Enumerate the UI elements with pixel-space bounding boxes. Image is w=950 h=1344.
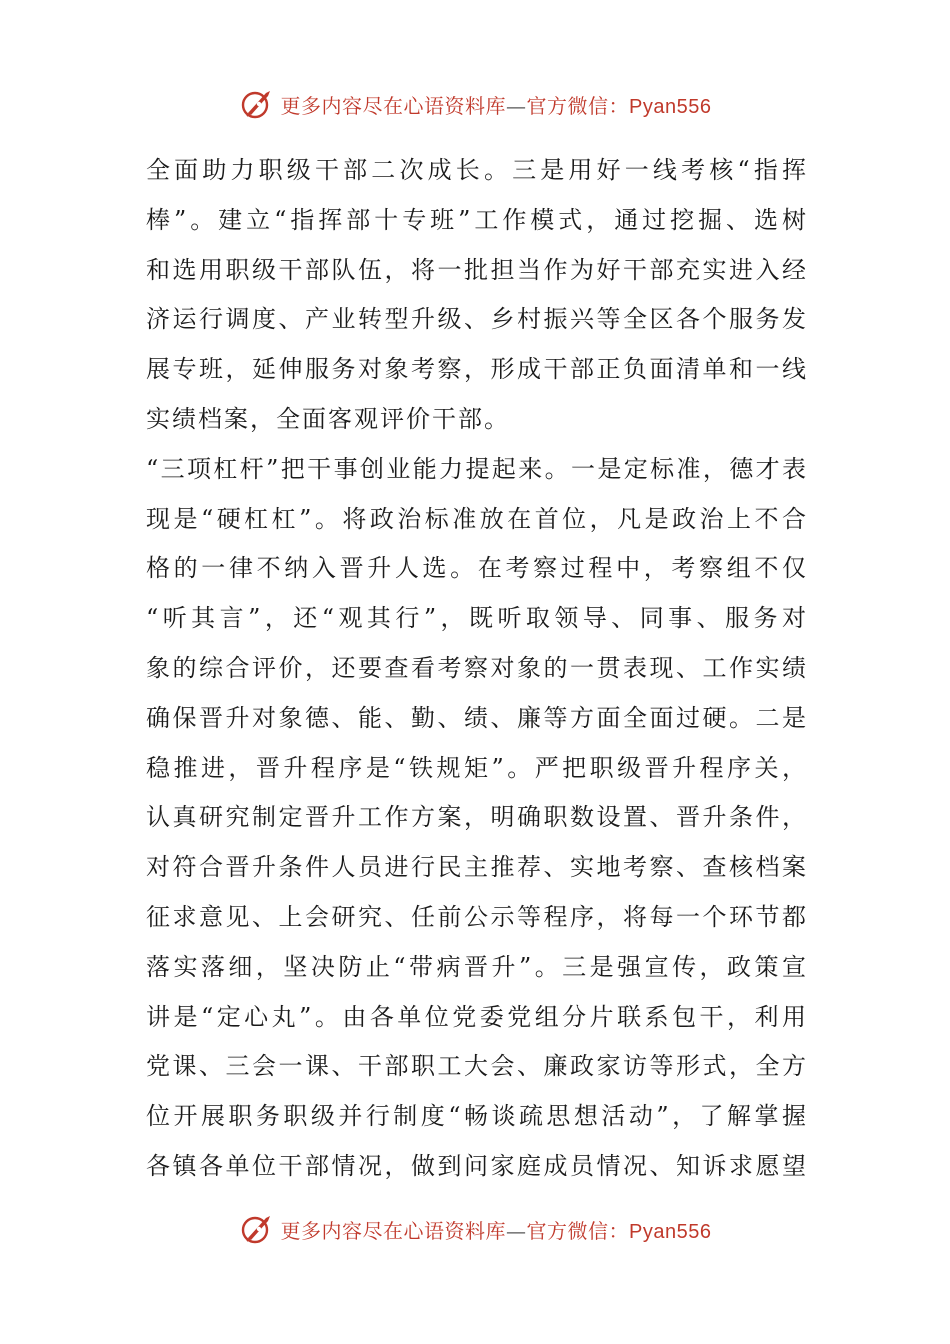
body-line: 展专班，延伸服务对象考察，形成干部正负面清单和一线 — [146, 355, 806, 384]
body-line: 稳推进，晋升程序是“铁规矩”。严把职级晋升程序关， — [146, 753, 806, 782]
watermark-separator: — — [506, 93, 527, 118]
watermark-separator: — — [506, 1218, 527, 1243]
body-line: 认真研究制定晋升工作方案，明确职数设置、晋升条件， — [146, 803, 806, 832]
watermark-id: Pyan556 — [629, 95, 712, 118]
body-line: 济运行调度、产业转型升级、乡村振兴等全区各个服务发 — [146, 305, 806, 334]
watermark-text — [281, 1215, 712, 1244]
document-body — [146, 146, 806, 1192]
body-line: 实绩档案，全面客观评价干部。 — [146, 404, 510, 433]
body-line: 格的一律不纳入晋升人选。在考察过程中，考察组不仅 — [146, 554, 806, 583]
body-line: 党课、三会一课、干部职工大会、廉政家访等形式，全方 — [146, 1052, 806, 1081]
body-line: 征求意见、上会研究、任前公示等程序，将每一个环节都 — [146, 902, 806, 931]
body-line: 讲是“定心丸”。由各单位党委党组分片联系包干，利用 — [146, 1002, 806, 1031]
body-line: “听其言”，还“观其行”，既听取领导、同事、服务对 — [146, 604, 806, 633]
quill-pen-icon — [239, 86, 275, 122]
header-watermark — [0, 84, 950, 124]
footer-watermark — [0, 1209, 950, 1249]
body-line: 确保晋升对象德、能、勤、绩、廉等方面全面过硬。二是 — [146, 703, 806, 732]
body-line: “三项杠杆”把干事创业能力提起来。一是定标准，德才表 — [146, 454, 806, 483]
body-line: 象的综合评价，还要查看考察对象的一贯表现、工作实绩 — [146, 653, 806, 682]
body-line: 全面助力职级干部二次成长。三是用好一线考核“指挥 — [146, 156, 806, 184]
quill-pen-icon — [239, 1211, 275, 1247]
body-line: 位开展职务职级并行制度“畅谈疏思想活动”，了解掌握 — [146, 1102, 806, 1131]
watermark-label: 官方微信： — [526, 93, 630, 118]
watermark-id: Pyan556 — [629, 1220, 712, 1243]
body-line: 现是“硬杠杠”。将政治标准放在首位，凡是政治上不合 — [146, 504, 806, 533]
watermark-text — [281, 90, 712, 119]
body-line: 落实落细，坚决防止“带病晋升”。三是强宣传，政策宣 — [146, 952, 806, 981]
body-line: 各镇各单位干部情况，做到问家庭成员情况、知诉求愿望 — [146, 1151, 806, 1180]
watermark-label: 官方微信： — [526, 1218, 630, 1243]
watermark-brand: 更多内容尽在心语资料库 — [280, 93, 507, 118]
body-line: 棒”。建立“指挥部十专班”工作模式，通过挖掘、选树 — [146, 205, 806, 234]
watermark-brand: 更多内容尽在心语资料库 — [280, 1218, 507, 1243]
body-line: 对符合晋升条件人员进行民主推荐、实地考察、查核档案 — [146, 853, 806, 882]
body-line: 和选用职级干部队伍，将一批担当作为好干部充实进入经 — [146, 255, 806, 284]
